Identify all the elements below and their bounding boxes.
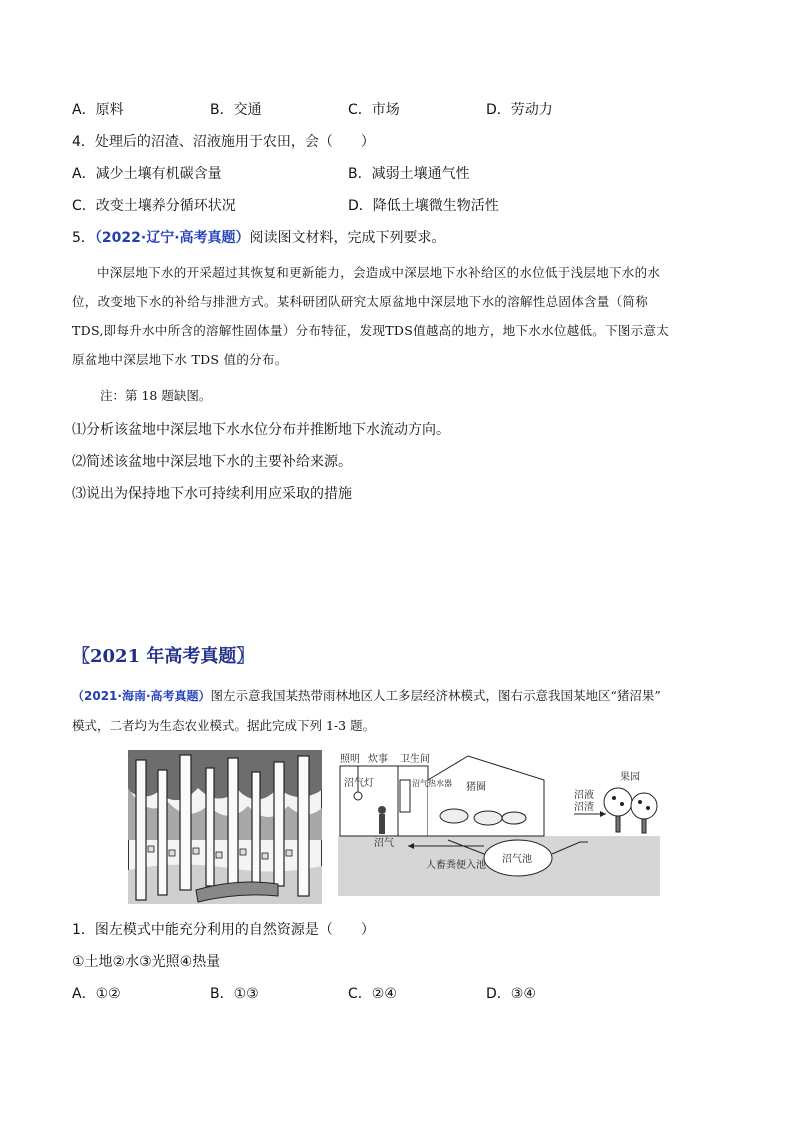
q3-option-a: A．原料 — [72, 102, 124, 118]
label-lighting: 照明 — [340, 754, 360, 765]
passage-line: 中深层地下水的开采超过其恢复和更新能力，会造成中深层地下水补给区的水位低于浅层地下水的水 — [97, 265, 661, 280]
q5-note: 注：第 18 题缺图。 — [100, 388, 212, 403]
label-water-heater: 沼气热水器 — [412, 779, 452, 788]
label-biogas-pit: 沼气池 — [502, 854, 532, 865]
passage-line: 原盆地中深层地下水 TDS 值的分布。 — [72, 352, 288, 367]
label-slurry: 沼液 — [574, 790, 594, 801]
q2021-q1-stem: 1．图左模式中能充分利用的自然资源是（ ） — [72, 922, 375, 938]
q5-sub-2: ⑵简述该盆地中深层地下水的主要补给来源。 — [72, 454, 352, 470]
passage-line: TDS,即每升水中所含的溶解性固体量）分布特征，发现TDS值越高的地方，地下水水位越低。下图示意太 — [72, 323, 670, 338]
q5-source: （2022·辽宁·高考真题） — [94, 230, 250, 246]
q4-stem: 4．处理后的沼渣、沼液施用于农田，会（ ） — [72, 134, 375, 150]
q4-option-a: A．减少土壤有机碳含量 — [72, 166, 222, 182]
label-orchard: 果园 — [620, 772, 640, 783]
q5-passage — [72, 258, 732, 374]
label-biogas: 沼气 — [374, 838, 394, 849]
q2021-q1-option-a: A．①② — [72, 986, 121, 1002]
q2021-q1-option-c: C．②④ — [348, 986, 397, 1002]
label-cooking: 炊事 — [368, 754, 388, 765]
q2021-source: （2021·海南·高考真题） — [72, 689, 211, 703]
q5-instruction: 阅读图文材料，完成下列要求。 — [249, 230, 446, 246]
q5-header — [72, 228, 446, 248]
section-title: 〖2021 年高考真题〗 — [72, 646, 255, 667]
q2021-intro-2: 模式，二者均为生态农业模式。据此完成下列 1-3 题。 — [72, 718, 376, 733]
q3-option-c: C．市场 — [348, 102, 400, 118]
q2021-q1-items: ①土地②水③光照④热量 — [72, 954, 221, 970]
q2021-intro-1 — [72, 686, 661, 706]
label-residue: 沼渣 — [574, 802, 594, 813]
label-biogas-lamp: 沼气灯 — [344, 778, 374, 789]
pig-biogas-fruit-diagram — [338, 750, 660, 896]
q2021-q1-option-d: D．③④ — [486, 986, 536, 1002]
q5-number: 5． — [72, 230, 95, 246]
q4-option-b: B．减弱土壤通气性 — [348, 166, 470, 182]
rainforest-illustration — [128, 750, 322, 904]
q4-option-c: C．改变土壤养分循环状况 — [72, 198, 236, 214]
q2021-q1-option-b: B．①③ — [210, 986, 259, 1002]
q5-sub-1: ⑴分析该盆地中深层地下水水位分布并推断地下水流动方向。 — [72, 422, 450, 438]
label-pigsty: 猪圈 — [466, 782, 486, 793]
passage-line: 位，改变地下水的补给与排泄方式。某科研团队研究太原盆地中深层地下水的溶解性总固体含量（简称 — [72, 294, 649, 309]
q3-option-b: B．交通 — [210, 102, 262, 118]
q3-option-d: D．劳动力 — [486, 102, 553, 118]
label-manure-inlet: 人畜粪便入池 — [426, 860, 486, 871]
q4-option-d: D．降低土壤微生物活性 — [348, 198, 499, 214]
label-toilet: 卫生间 — [400, 754, 430, 765]
q2021-intro-text: 图左示意我国某热带雨林地区人工多层经济林模式，图右示意我国某地区“猪沼果” — [210, 688, 661, 703]
q5-sub-3: ⑶说出为保持地下水可持续利用应采取的措施 — [72, 486, 352, 502]
